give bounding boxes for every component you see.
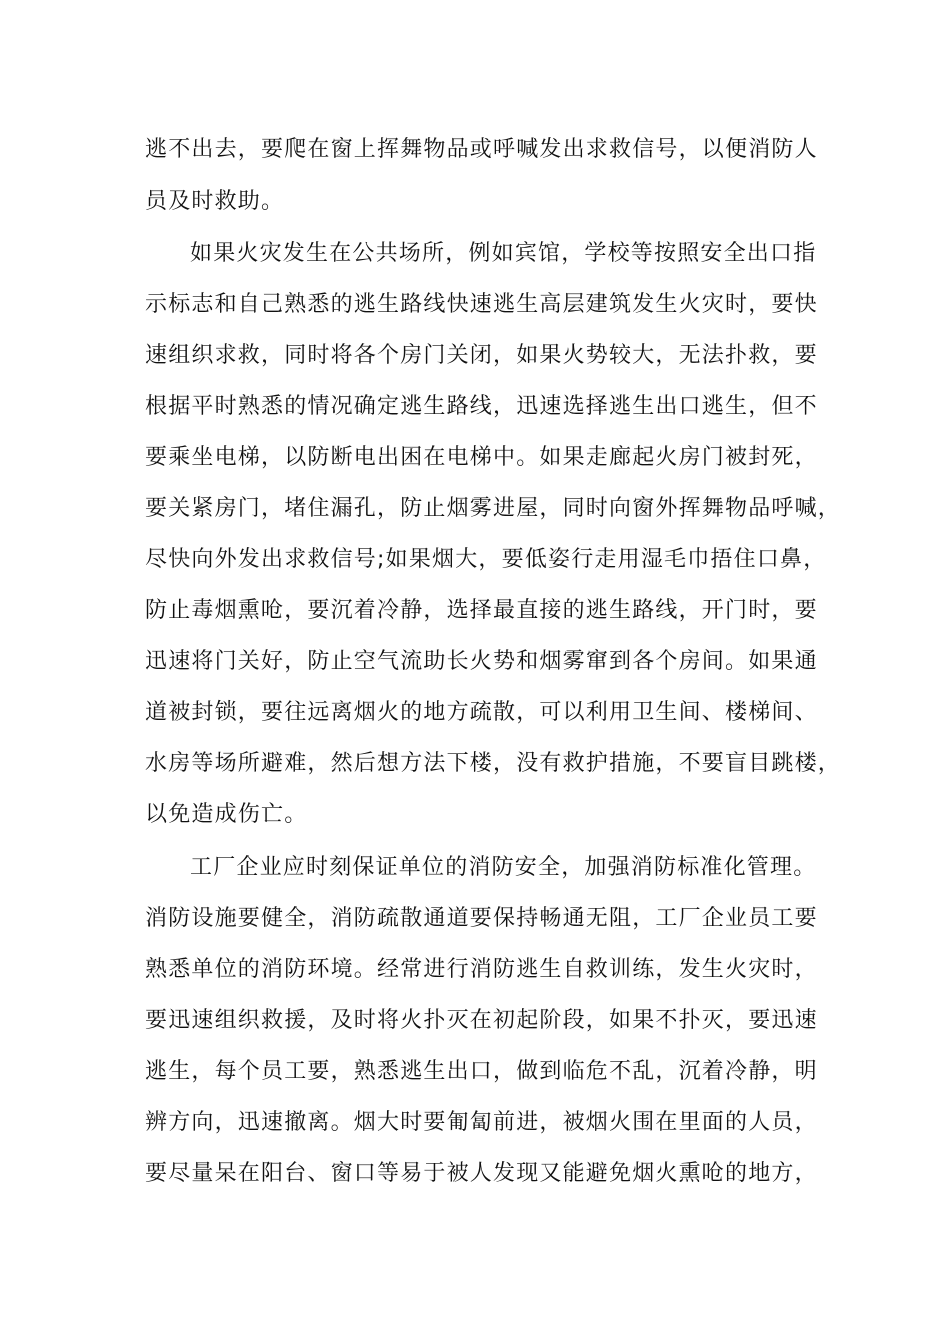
text-line: 迅速将门关好，防止空气流助长火势和烟雾窜到各个房间。如果通: [145, 649, 818, 674]
text-line: 要迅速组织救援，及时将火扑灭在初起阶段，如果不扑灭，要迅速: [145, 1008, 818, 1033]
text-line: 速组织求救，同时将各个房门关闭，如果火势较大，无法扑救，要: [145, 343, 818, 368]
text-line: 要尽量呆在阳台、窗口等易于被人发现又能避免烟火熏呛的地方，: [145, 1161, 818, 1186]
text-line: 尽快向外发出求救信号;如果烟大，要低姿行走用湿毛巾捂住口鼻，: [145, 547, 827, 572]
text-line: 如果火灾发生在公共场所，例如宾馆，学校等按照安全出口指: [190, 241, 817, 266]
text-line: 道被封锁，要往远离烟火的地方疏散，可以利用卫生间、楼梯间、: [145, 700, 818, 725]
text-line: 消防设施要健全，消防疏散通道要保持畅通无阻，工厂企业员工要: [145, 906, 818, 931]
text-line: 以免造成伤亡。: [145, 802, 308, 827]
text-line: 防止毒烟熏呛，要沉着冷静，选择最直接的逃生路线，开门时，要: [145, 598, 818, 623]
text-line: 逃生，每个员工要，熟悉逃生出口，做到临危不乱，沉着冷静，明: [145, 1059, 818, 1084]
text-line: 示标志和自己熟悉的逃生路线快速逃生高层建筑发生火灾时，要快: [145, 292, 818, 317]
text-line: 员及时救助。: [145, 189, 285, 214]
text-line: 工厂企业应时刻保证单位的消防安全，加强消防标准化管理。: [190, 855, 817, 880]
text-line: 熟悉单位的消防环境。经常进行消防逃生自救训练，发生火灾时，: [145, 957, 818, 982]
text-line: 要关紧房门，堵住漏孔，防止烟雾进屋，同时向窗外挥舞物品呼喊，: [145, 496, 842, 521]
text-line: 水房等场所避难，然后想方法下楼，没有救护措施，不要盲目跳楼，: [145, 751, 842, 776]
text-line: 逃不出去，要爬在窗上挥舞物品或呼喊发出求救信号，以便消防人: [145, 137, 818, 162]
text-line: 辨方向，迅速撤离。烟大时要匍匐前进，被烟火围在里面的人员，: [145, 1110, 818, 1135]
text-line: 根据平时熟悉的情况确定逃生路线，迅速选择逃生出口逃生，但不: [145, 394, 818, 419]
text-line: 要乘坐电梯，以防断电出困在电梯中。如果走廊起火房门被封死，: [145, 445, 818, 470]
